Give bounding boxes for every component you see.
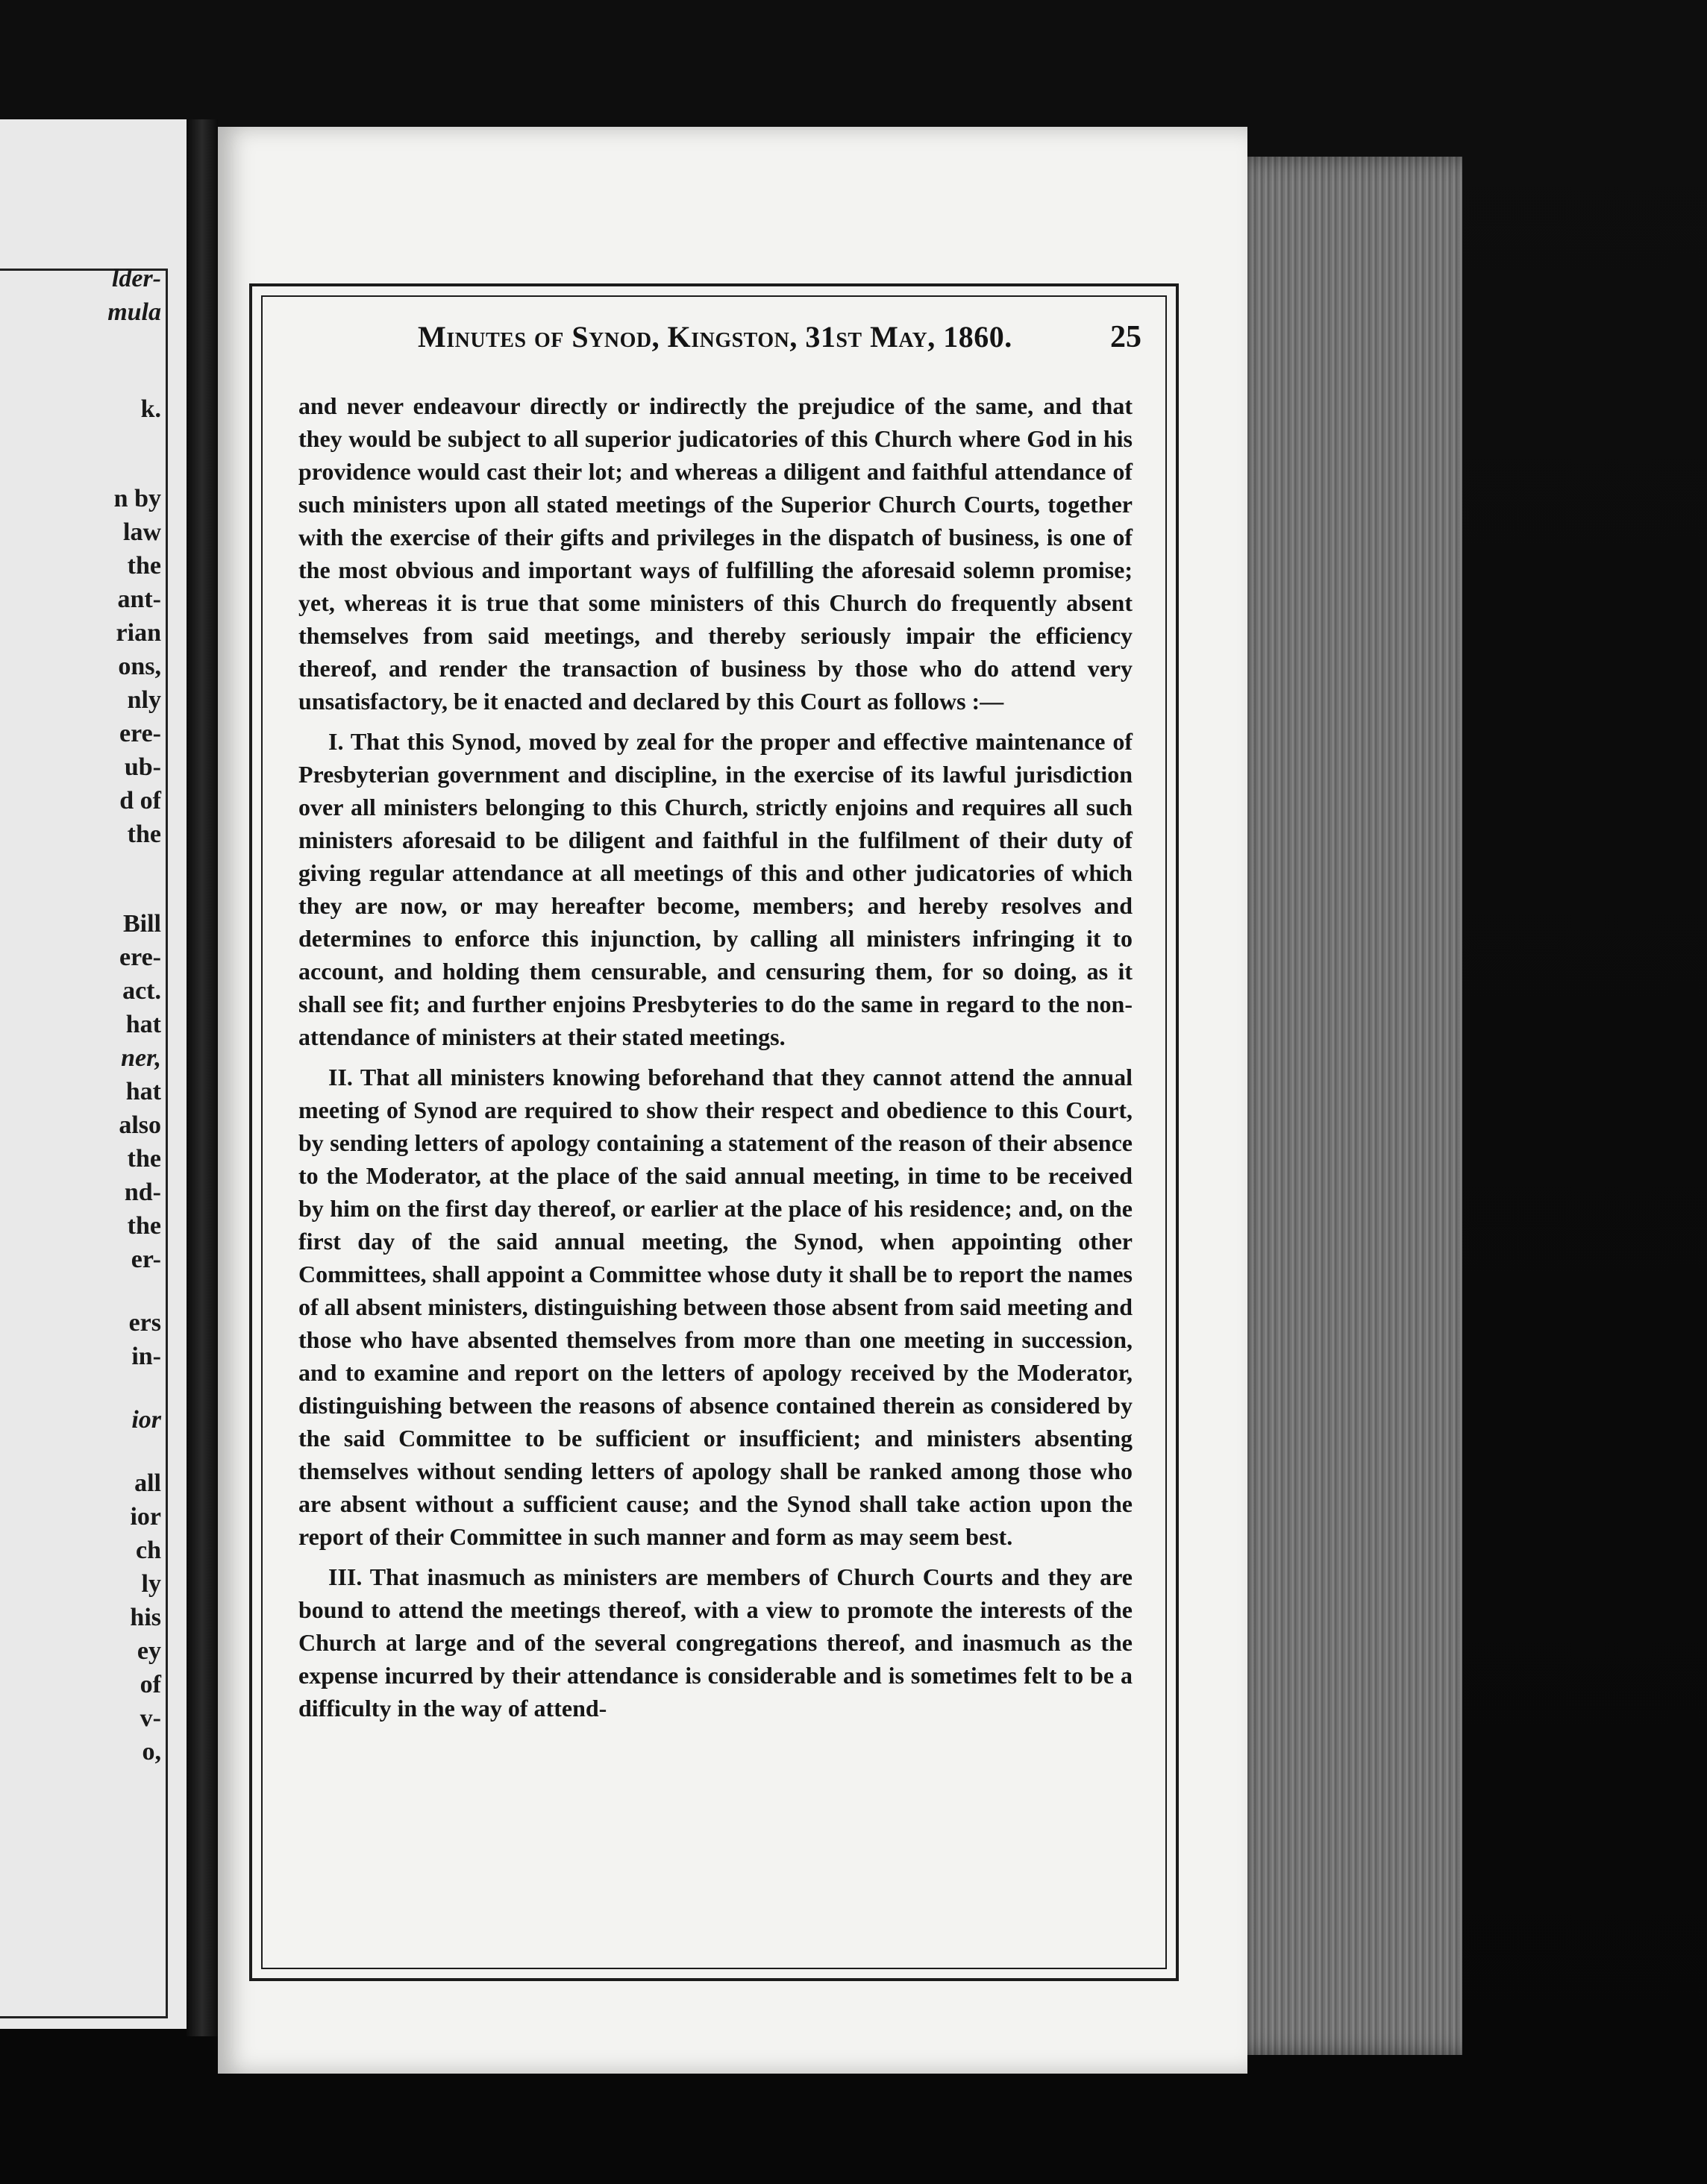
previous-page-fragment: ner,	[121, 1044, 161, 1072]
page-number: 25	[1110, 320, 1141, 354]
previous-page-fragment: ub-	[124, 753, 161, 781]
previous-page-fragment: also	[119, 1111, 161, 1139]
previous-page-fragment: the	[127, 552, 161, 580]
previous-page-fragment: ere-	[119, 944, 161, 971]
previous-page-fragment: the	[127, 1212, 161, 1240]
previous-page-fragment: ior	[131, 1406, 161, 1434]
previous-page-fragment: er-	[131, 1246, 161, 1273]
previous-page-fragment: d of	[119, 787, 161, 815]
previous-page-fragment: hat	[125, 1011, 161, 1038]
previous-page-fragment: ers	[128, 1309, 161, 1337]
previous-page-fragment: hat	[125, 1078, 161, 1105]
previous-page-fragment: ly	[141, 1570, 161, 1598]
book-fore-edge	[1224, 157, 1462, 2055]
previous-page-fragment: nly	[127, 686, 161, 714]
previous-page-fragment: rian	[116, 619, 161, 647]
previous-page-fragment: k.	[140, 395, 161, 423]
previous-page-fragment: his	[130, 1604, 161, 1631]
previous-page-fragment: act.	[122, 977, 161, 1005]
previous-page-fragment: mula	[107, 298, 161, 326]
previous-page-fragment: the	[127, 1145, 161, 1173]
previous-page	[0, 119, 191, 2029]
previous-page-fragment: ch	[136, 1537, 161, 1564]
running-title: Minutes of Synod, Kingston, 31st May, 1860.	[418, 320, 1012, 354]
previous-page-fragment: ere-	[119, 720, 161, 747]
previous-page-fragment: Bill	[122, 910, 161, 938]
previous-page-fragment: all	[134, 1469, 161, 1497]
previous-page-fragment: the	[127, 820, 161, 848]
previous-page-fragment: lder-	[111, 265, 161, 292]
previous-page-fragment: v-	[140, 1704, 161, 1732]
previous-page-fragment: n by	[113, 485, 161, 512]
previous-page-fragment: law	[123, 518, 161, 546]
previous-page-fragment: ons,	[118, 653, 161, 680]
previous-page-fragment: ior	[130, 1503, 161, 1531]
paragraph-section-2: II. That all ministers knowing beforehand that they cannot attend the annual meeting of Synod are required to show their respect and obedience to this Court, by sending letters of apology containing a statement of the reason of their absence to the Moderator, at the place of the said annual meeting, in time to be received by him on the first day thereof, or earlier at the place of his residence; and, on the first day of the said annual meeting, the Synod, when appointing other Committees, shall appoint a Committee whose duty it shall be to report the names of all absent ministers, distinguishing between those absent from said meeting and those who have absented themselves from more than one meeting in succession, and to examine and report on the letters of apology received by the Moderator, distinguishing between the reasons of absence contained therein as considered by the said Committee to be sufficient or insufficient; and ministers absenting themselves without sending letters of apology shall be ranked among those who are absent without a sufficient cause; and the Synod shall take action upon the report of their Committee in such manner and form as may seem best.	[298, 1064, 1133, 1550]
previous-page-fragment: nd-	[124, 1179, 161, 1206]
paragraph-continuation: and never endeavour directly or indirectly the prejudice of the same, and that they would be subject to all superior judicatories of this Church where God in his providence would cast their lot; and whereas a diligent and faithful attendance of such ministers upon all stated meetings of the Superior Church Courts, together with the exercise of their gifts and privileges in the dispatch of business, is one of the most obvious and important ways of fulfilling the aforesaid solemn promise; yet, whereas it is true that some ministers of this Church do frequently absent themselves from said meetings, and thereby seriously impair the efficiency thereof, and render the transaction of business by those who do attend very unsatisfactory, be it enacted and declared by this Court as follows :—	[298, 392, 1133, 715]
paragraph-section-3: III. That inasmuch as ministers are members of Church Courts and they are bound to attend the meetings thereof, with a view to promote the interests of the Church at large and of the several congregations thereof, and inasmuch as the expense incurred by their attendance is considerable and is sometimes felt to be a difficulty in the way of attend-	[298, 1563, 1133, 1722]
paragraph-section-1: I. That this Synod, moved by zeal for the proper and effective maintenance of Presbyterian government and discipline, in the exercise of its lawful jurisdiction over all ministers belonging to this Church, strictly enjoins and requires all such ministers aforesaid to be diligent and faithful in the fulfilment of their duty of giving regular attendance at all meetings of this and other judicatories of which they are now, or may hereafter become, members; and hereby resolves and determines to enforce this injunction, by calling all ministers infringing it to account, and holding them censurable, and censuring them, for so doing, as it shall see fit; and further enjoins Presbyteries to do the same in regard to the non-attendance of ministers at their stated meetings.	[298, 728, 1133, 1050]
previous-page-fragment: of	[140, 1671, 161, 1698]
previous-page-fragment: in-	[131, 1343, 161, 1370]
previous-page-fragment: ant-	[117, 586, 161, 613]
running-header	[418, 319, 1164, 371]
page-body	[298, 389, 1133, 1732]
previous-page-fragment: o,	[142, 1738, 161, 1766]
book-gutter	[187, 119, 218, 2036]
previous-page-fragment: ey	[137, 1637, 161, 1665]
